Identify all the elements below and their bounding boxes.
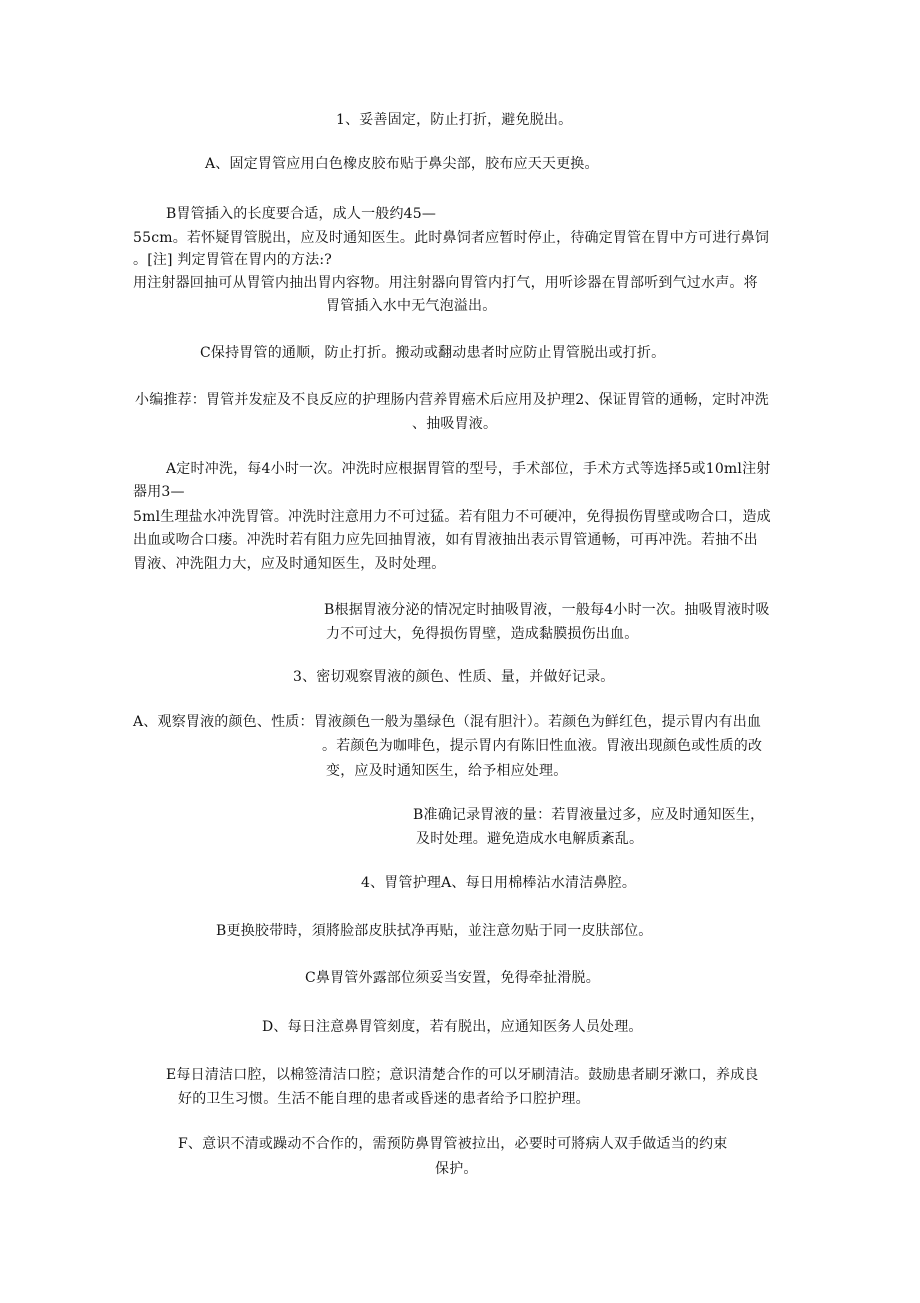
section-2-item-a-line-5: 胃液、冲洗阻力大，应及时通知医生，及时处理。 — [133, 556, 446, 572]
section-1-item-a: A、固定胃管应用白色橡皮胶布贴于鼻尖部，胶布应天天更换。 — [205, 156, 599, 172]
section-3-item-a-line-3: 变，应及时通知医生，给予相应处理。 — [326, 763, 568, 779]
section-3-item-a-line-2: 。若颜色为咖啡色，提示胃内有陈旧性血液。胃液出现颜色或性质的改 — [322, 738, 763, 754]
section-1-item-c: C保持胃管的通顺，防止打折。搬动或翻动患者时应防止胃管脱出或打折。 — [200, 345, 666, 361]
section-1-title: 1、妥善固定，防止打折，避免脱出。 — [336, 112, 573, 128]
section-2-item-b-line-1: B根据胃液分泌的情况定时抽吸胃液，一般每4小时一次。抽吸胃液时吸 — [324, 602, 770, 618]
section-2-item-a-line-4: 出血或吻合口瘘。冲洗时若有阻力应先回抽胃液，如有胃液抽出表示胃管通畅，可再冲洗。若抽不出 — [133, 532, 758, 548]
section-4-item-d: D、每日注意鼻胃管刻度，若有脱出，应通知医务人员处理。 — [262, 1019, 643, 1035]
section-3-item-b-line-1: B准确记录胃液的量：若胃液量过多，应及时通知医生， — [413, 807, 765, 823]
recommendation-line-1: 小编推荐：胃管并发症及不良反应的护理肠内营养胃癌术后应用及护理2、保证胃管的通畅，定时冲洗 — [135, 392, 769, 408]
section-2-item-b-line-2: 力不可过大，免得损伤胃壁，造成黏膜损伤出血。 — [326, 626, 639, 642]
section-4-title: 4、胃管护理A、每日用棉棒沾水清洁鼻腔。 — [361, 875, 637, 891]
section-1-item-b-line-3: 。[注] 判定胃管在胃内的方法:? — [133, 252, 332, 268]
section-4-item-c: C鼻胃管外露部位须妥当安置，免得牵扯滑脱。 — [305, 970, 600, 986]
section-1-item-b-line-4: 用注射器回抽可从胃管内抽出胃内容物。用注射器向胃管内打气，用听诊器在胃部听到气过水声。将 — [133, 275, 758, 291]
section-4-item-e-line-1: E每日清洁口腔，以棉签清洁口腔；意识清楚合作的可以牙刷清洁。鼓励患者刷牙漱口，养成良 — [166, 1067, 759, 1083]
section-1-item-b-line-2: 55cm。若怀疑胃管脱出，应及时通知医生。此时鼻饲者应暂时停止，待确定胃管在胃中方可进行鼻饲 — [133, 230, 770, 246]
section-4-item-f-line-1: F、意识不清或躁动不合作的，需预防鼻胃管被拉出，必要时可將病人双手做适当的约束 — [178, 1136, 728, 1152]
section-2-item-a-line-1: A定时冲洗，每4小时一次。冲洗时应根据胃管的型号，手术部位，手术方式等选择5或10ml注射 — [166, 461, 771, 477]
section-4-item-e-line-2: 好的卫生习惯。生活不能自理的患者或昏迷的患者给予口腔护理。 — [178, 1091, 590, 1107]
section-3-item-a-line-1: A、观察胃液的颜色、性质：胃液颜色一般为墨绿色（混有胆汁）。若颜色为鲜红色，提示胃内有出血 — [133, 714, 762, 730]
section-2-item-a-line-2: 器用3— — [133, 484, 185, 500]
section-2-item-a-line-3: 5ml生理盐水冲洗胃管。冲洗时注意用力不可过猛。若有阻力不可硬冲，免得损伤胃壁或吻合口，造成 — [133, 509, 771, 525]
section-4-item-b: B更换胶带時，須將脸部皮肤拭净再贴，並注意勿贴于同一皮肤部位。 — [216, 923, 653, 939]
section-3-item-b-line-2: 及时处理。避免造成水电解质紊乱。 — [416, 831, 644, 847]
section-1-item-b-line-1: B胃管插入的长度要合适，成人一般约45— — [166, 206, 437, 222]
section-1-item-b-line-5: 胃管插入水中无气泡溢出。 — [326, 298, 497, 314]
recommendation-line-2: 、抽吸胃液。 — [412, 416, 498, 432]
section-3-title: 3、密切观察胃液的颜色、性质、量，并做好记录。 — [293, 669, 615, 685]
section-4-item-f-line-2: 保护。 — [435, 1161, 478, 1177]
